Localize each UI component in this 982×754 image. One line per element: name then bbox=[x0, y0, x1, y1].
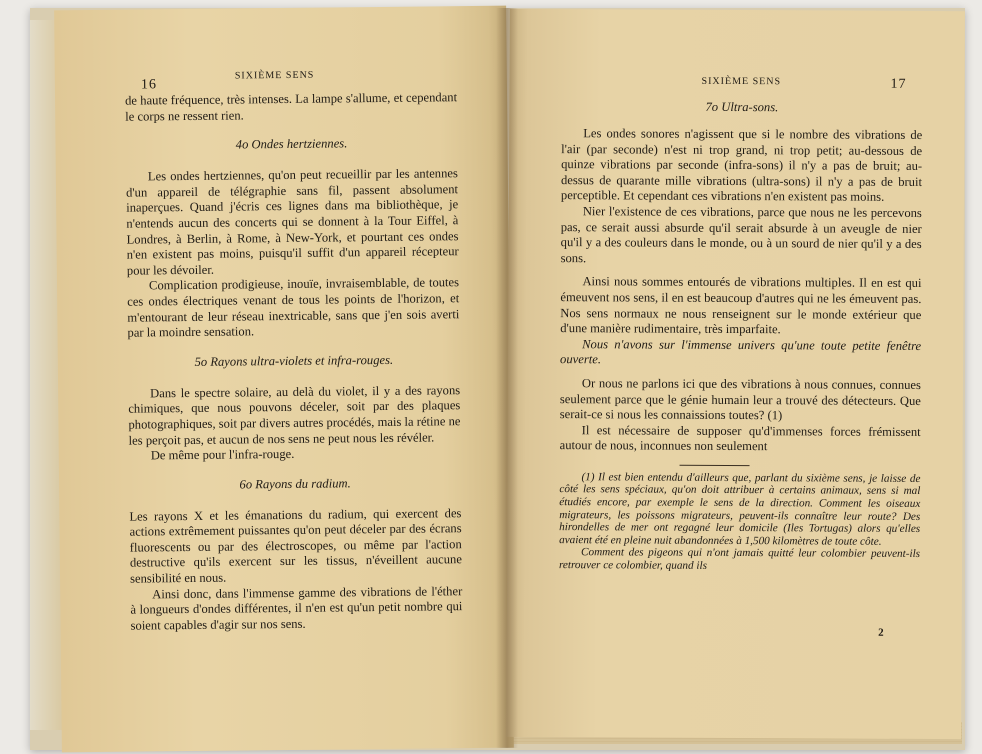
heading-rayons-ultra-violets: 5o Rayons ultra-violets et infra-rouges. bbox=[194, 352, 394, 369]
heading-rayons-radium: 6o Rayons du radium. bbox=[239, 475, 351, 492]
paragraph-vibrations-2: Nous n'avons sur l'immense univers qu'une toute petite fenêtre ouverte. bbox=[560, 336, 922, 367]
paragraph-vibrations-4: Il est nécessaire de supposer qu'd'immenses forces frémissent autour de nous, inconnues non seulement bbox=[559, 422, 921, 454]
footnote bbox=[559, 471, 921, 574]
paragraph-hertz-1: Les ondes hertziennes, qu'on peut recueillir par les antennes d'un appareil de télégraphie sans fil, passent absolument inaperçues. Quand j'écris ces lignes dans ma bibliothèque, je n'entends aucun des concerts qui se donnent à la Tour Eiffel, à Londres, à Berlin, à Rome, à New-York, et pourtant ces ondes n'en existent pas moins, puisqu'il suffit d'un appareil récepteur pour les dévoiler. bbox=[125, 166, 459, 278]
right-running-head: SIXIÈME SENS bbox=[701, 75, 782, 88]
paragraph-radium-1: Les rayons X et les émanations du radium, qui exercent des actions extrêmement puissantes qu'on peut déceler par des écrans fluorescents ou par des électroscopes, ou même par l'action destructive qu'ils exercent sur les tissus, n'éveillent aucune sensibilité en nous. bbox=[129, 505, 462, 586]
right-page-number: 17 bbox=[890, 76, 907, 92]
paragraph-spectre-2: De même pour l'infra-rouge. bbox=[150, 446, 295, 463]
left-page-header bbox=[125, 68, 457, 93]
heading-ultra-sons: 7o Ultra-sons. bbox=[705, 99, 779, 115]
left-page bbox=[54, 6, 514, 753]
right-page-header bbox=[561, 73, 922, 97]
paragraph-spectre-1: Dans le spectre solaire, au delà du violet, il y a des rayons chimiques, que nous pouvons déceler, soit par des plaques photographiques, soit par divers autres procédés, mais la rétine ne les perçoit pas, et aucun de nos sens ne peut nous les révéler. bbox=[128, 382, 461, 448]
heading-ondes-hertziennes: 4o Ondes hertziennes. bbox=[235, 136, 348, 152]
left-page-number: 16 bbox=[140, 77, 157, 93]
paragraph-hertz-2: Complication prodigieuse, inouïe, invraisemblable, de toutes ces ondes électriques venant de tous les points de l'horizon, et m'entourant de leur réseau inextricable, sans que j'en sois averti par la moindre sensation. bbox=[127, 275, 460, 340]
paragraph-vibrations-3: Or nous ne parlons ici que des vibrations à nous connues, connues seulement parce que le génie humain leur a trouvé des détecteurs. Que serait-ce si nous les connaissions toutes? (1) bbox=[559, 376, 921, 423]
left-running-head: SIXIÈME SENS bbox=[234, 69, 315, 82]
paragraph-ultrasons-1: Les ondes sonores n'agissent que si le nombre des vibrations de l'air (par seconde) n'est ni trop grand, ni trop petit; au-dessous de quinze vibrations par seconde (infra-sons) il n'y a pas de bruit; au-dessus de quarante mille vibrations (ultra-sons) il n'y a pas de bruit perceptible. Et cependant ces vibrations n'en existent pas moins. bbox=[560, 126, 923, 205]
footnote-rule bbox=[680, 465, 750, 466]
paragraph-ultrasons-2: Nier l'existence de ces vibrations, parce que nous ne les percevons pas, ce serait aussi absurde qu'il serait absurde à un aveugle de nier qu'il y a des couleurs dans le monde, ou à un sourd de nier qu'il y a des sons. bbox=[560, 204, 922, 265]
right-page bbox=[506, 9, 965, 739]
footnote-paragraph-2: Comment des pigeons qui n'ont jamais quitté leur colombier peuvent-ils retrouver ce colombier, quand ils bbox=[558, 546, 921, 572]
signature-mark: 2 bbox=[878, 626, 884, 639]
footnote-paragraph-1: (1) Il est bien entendu d'ailleurs que, parlant du sixième sens, je laisse de côté les sens spéciaux, qu'on doit attribuer à certains animaux, sens si mal étudiés encore, par exemple le sens de la direction. Comment les oiseaux migrateurs, les poissons migrateurs, peuvent-ils connaître leur route? Des hirondelles de mer ont regagné leur domicile (Iles Tortugas) alors qu'elles avaient été en pleine nuit abandonnées à 1,500 kilomètres de toute côte. bbox=[559, 471, 921, 548]
paragraph-vibrations-1: Ainsi nous sommes entourés de vibrations multiples. Il en est qui émeuvent nos sens, il en est beaucoup d'autres qui ne les émeuvent pas. Nos sens normaux ne nous renseignent sur le monde extérieur que d'une manière rudimentaire, très imparfaite. bbox=[560, 274, 922, 337]
left-intro-paragraph: de haute fréquence, très intenses. La lampe s'allume, et cependant le corps ne ressent rien. bbox=[125, 90, 458, 124]
paragraph-radium-2: Ainsi donc, dans l'immense gamme des vibrations de l'éther à longueurs d'ondes différentes, il n'en est qu'un petit nombre qui soient capables d'agir sur nos sens. bbox=[130, 583, 463, 633]
book-spine-shadow bbox=[496, 8, 518, 748]
